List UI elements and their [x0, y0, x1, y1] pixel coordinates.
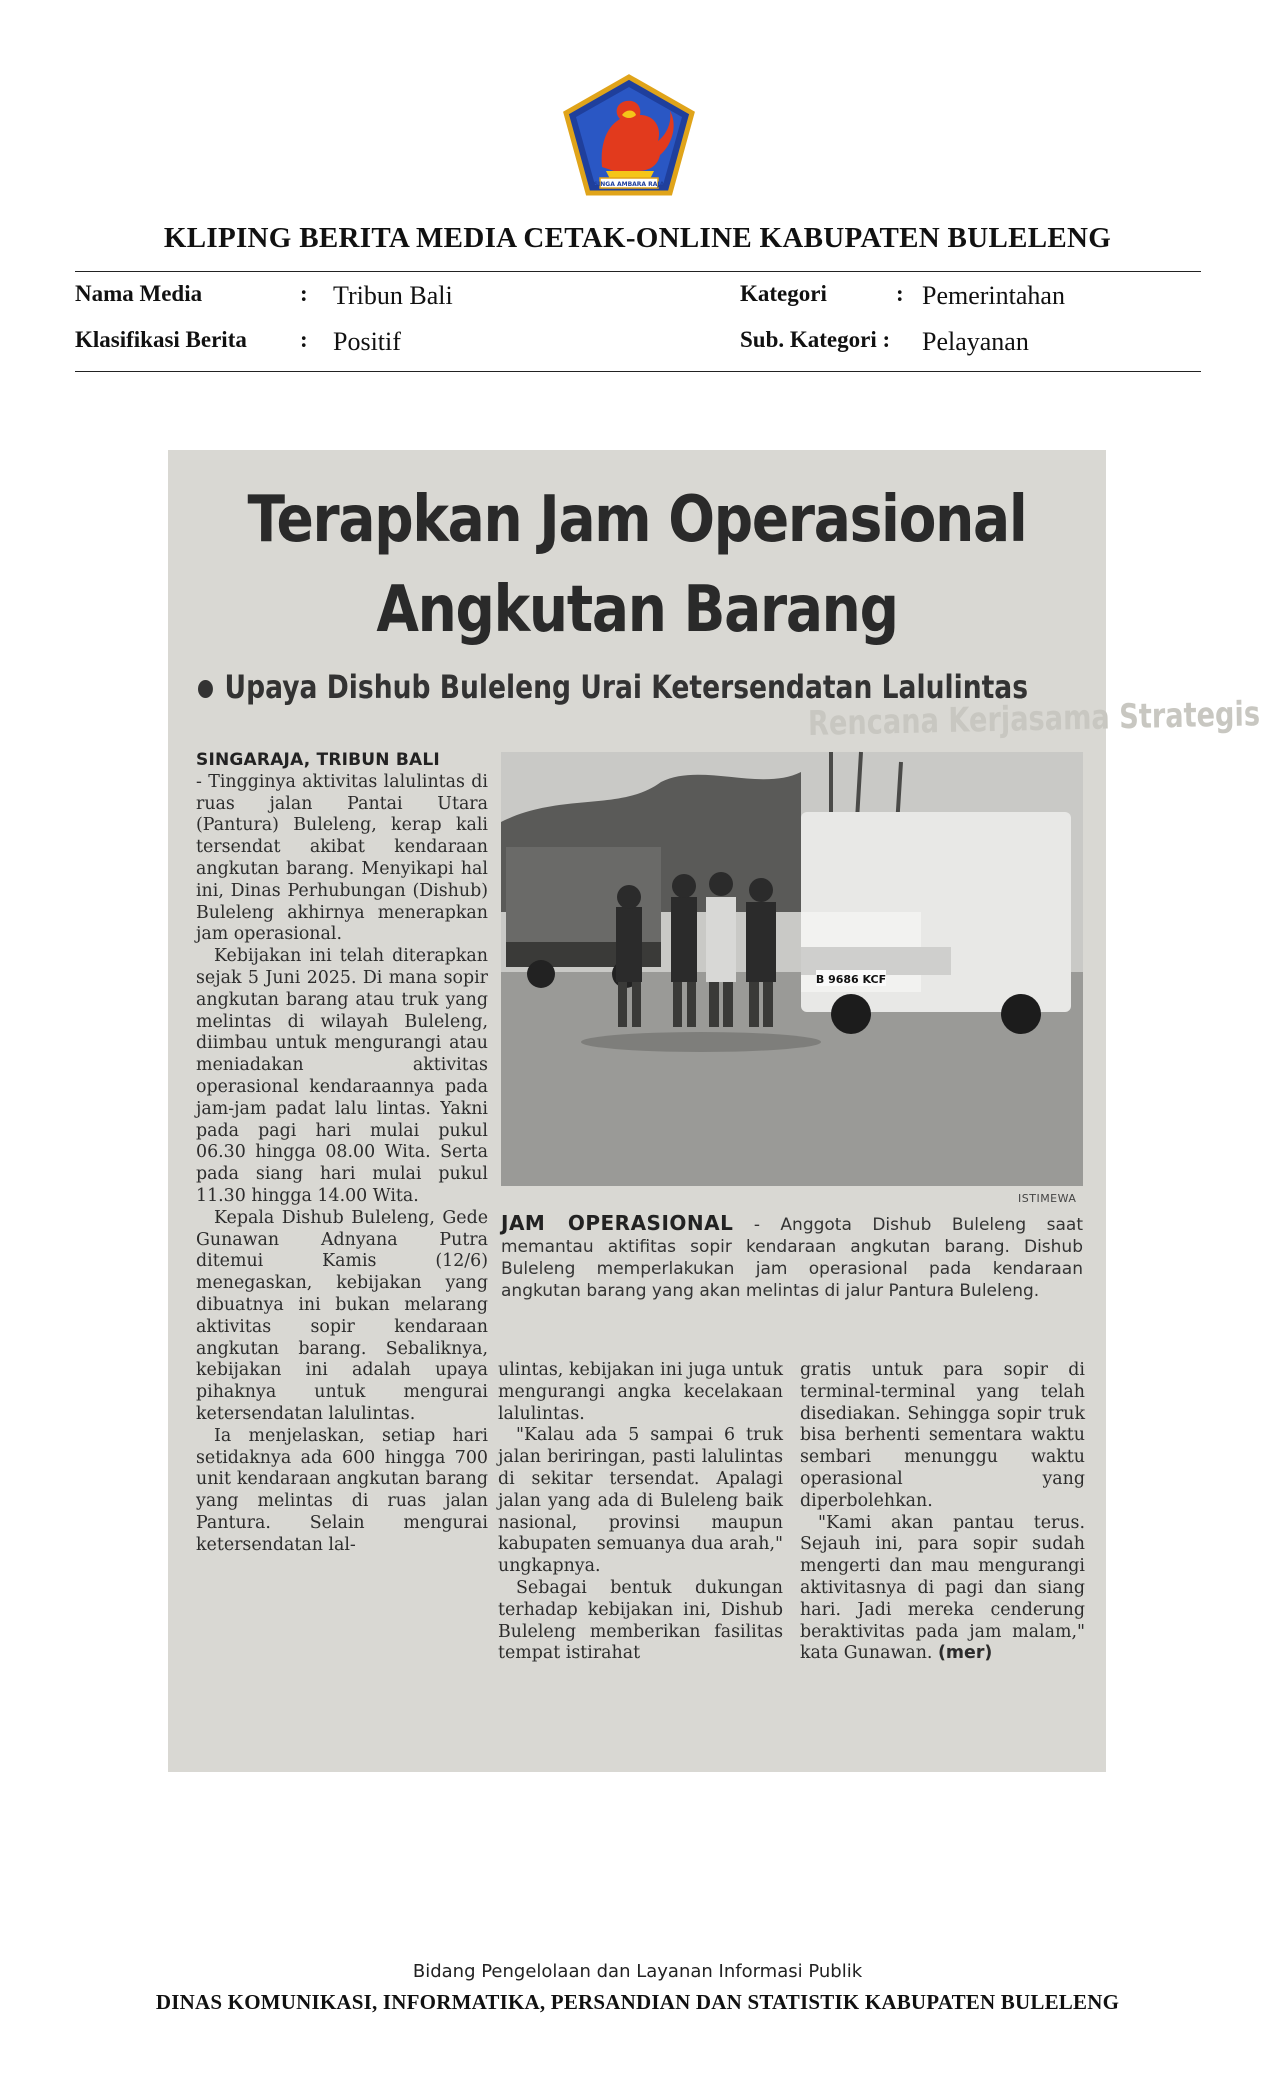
- caption-title: JAM OPERASIONAL: [501, 1211, 734, 1235]
- footer-agency: DINAS KOMUNIKASI, INFORMATIKA, PERSANDIAN DAN STATISTIK KABUPATEN BULELENG: [155, 1990, 1120, 2014]
- headline-line-1: Terapkan Jam Operasional: [247, 483, 1027, 557]
- paragraph: ulintas, kebijakan ini juga untuk mengurangi angka kecelakaan lalulintas.: [498, 1360, 783, 1424]
- news-photo: [501, 752, 1083, 1186]
- category-label: Kategori: [740, 281, 827, 306]
- bullet-icon: [198, 680, 213, 698]
- media-label: Nama Media: [75, 281, 203, 306]
- quote-text: "Kami akan pantau terus. Sejauh ini, para sopir sudah mengerti dan mau mengurangi aktivitasnya di pagi dan siang hari. Jadi mereka cenderung beraktivitas pada jam malam," kata Gunawan.: [800, 1512, 1085, 1664]
- paragraph: - Tingginya aktivitas lalulintas di ruas jalan Pantai Utara (Pantura) Buleleng, kerap kali tersendat akibat kendaraan angkutan barang. Menyikapi hal ini, Dinas Perhubungan (Dishub) Buleleng akhirnya menerapkan jam operasional.: [196, 771, 488, 945]
- caption-text: - Anggota Dishub Buleleng saat memantau aktifitas sopir kendaraan angkutan barang. Dishub Buleleng memperlakukan jam operasional pada kendaraan angkutan barang yang akan melintas di jalur Pantura Buleleng.: [501, 1215, 1084, 1301]
- divider-top: [75, 271, 1201, 272]
- author-signoff: (mer): [937, 1643, 993, 1664]
- media-value: Tribun Bali: [333, 281, 453, 310]
- divider-bottom: [75, 371, 1201, 372]
- dateline: SINGARAJA, TRIBUN BALI: [196, 750, 440, 770]
- document-title: KLIPING BERITA MEDIA CETAK-ONLINE KABUPATEN BULELENG: [163, 222, 1112, 254]
- subcategory-value: Pelayanan: [922, 327, 1029, 356]
- photo-caption: [501, 1212, 1083, 1302]
- paragraph: Ia menjelaskan, setiap hari setidaknya ada 600 hingga 700 unit kendaraan angkutan barang yang melintas di ruas jalan Pantura. Selain mengurai ketersendatan lal-: [196, 1425, 488, 1555]
- paragraph: Sebagai bentuk dukungan terhadap kebijakan ini, Dishub Buleleng memberikan fasilitas tempat istirahat: [498, 1577, 783, 1664]
- headline-line-2: Angkutan Barang: [376, 573, 898, 647]
- photo-credit: ISTIMEWA: [1018, 1192, 1077, 1205]
- article-column-1: [196, 750, 488, 1556]
- classification-value: Positif: [333, 327, 401, 356]
- paragraph: Kebijakan ini telah diterapkan sejak 5 Juni 2025. Di mana sopir angkutan barang atau truk yang melintas di wilayah Buleleng, diimbau untuk mengurangi atau meniadakan aktivitas operasional kendaraannya pada jam-jam padat lalu lintas. Yakni pada pagi hari mulai pukul 06.30 hingga 08.00 Wita. Serta pada siang hari mulai pukul 11.30 hingga 14.00 Wita.: [196, 946, 488, 1206]
- newspaper-clipping: [168, 450, 1261, 1772]
- category-colon: :: [896, 281, 904, 306]
- subheadline: [198, 668, 1029, 706]
- footer-division: Bidang Pengelolaan dan Layanan Informasi Publik: [412, 1961, 863, 1982]
- subcategory-label: Sub. Kategori :: [740, 327, 891, 352]
- buleleng-logo: [562, 75, 696, 199]
- paragraph: Kepala Dishub Buleleng, Gede Gunawan Adnyana Putra ditemui Kamis (12/6) menegaskan, kebijakan yang dibuatnya ini bukan melarang aktivitas sopir kendaraan angkutan barang. Sebaliknya, kebijakan ini adalah upaya pihaknya untuk mengurai ketersendatan lalulintas.: [196, 1207, 488, 1424]
- paragraph: gratis untuk para sopir di terminal-terminal yang telah disediakan. Sehingga sopir truk bisa berhenti sementara waktu sembari menunggu waktu operasional yang diperbolehkan.: [800, 1360, 1085, 1511]
- paragraph: "Kalau ada 5 sampai 6 truk jalan beriringan, pasti lalulintas di sekitar tersendat. Apalagi jalan yang ada di Buleleng baik nasional, provinsi maupun kabupaten semuanya dua arah," ungkapnya.: [498, 1425, 783, 1577]
- classification-colon: :: [300, 327, 308, 352]
- svg-text:SINGA AMBARA RAJA: SINGA AMBARA RAJA: [593, 181, 665, 188]
- classification-label: Klasifikasi Berita: [75, 327, 247, 352]
- article-column-3: [800, 1360, 1085, 1665]
- subheadline-text: Upaya Dishub Buleleng Urai Ketersendatan Lalulintas: [224, 668, 1029, 706]
- paragraph: [800, 1513, 1085, 1666]
- media-colon: :: [300, 281, 308, 306]
- category-value: Pemerintahan: [922, 281, 1065, 310]
- bleed-through-text: Rencana Kerjasama Strategis: [807, 694, 1261, 744]
- svg-text:B 9686 KCF: B 9686 KCF: [815, 973, 887, 986]
- article-column-2: [498, 1360, 783, 1665]
